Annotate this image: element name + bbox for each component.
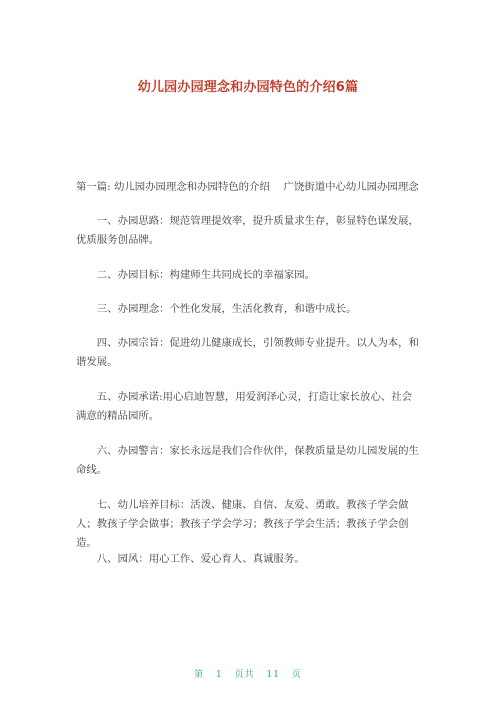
paragraph-8: 八、园风：用心工作、爱心育人、真诚服务。 (96, 553, 305, 565)
paragraph-5: 五、办园承诺:用心启迪智慧，用爱润泽心灵，打造让家长放心、社会满意的精品园所。 (76, 391, 413, 422)
paragraph-1: 一、办园思路：规范管理提效率，提升质量求生存，彰显特色谋发展，优质服务创品牌。 (76, 215, 419, 246)
page-footer (0, 667, 496, 680)
paragraph-heading: 第一篇: 幼儿园办园理念和办园特色的介绍 广饶街道中心幼儿园办园理念 (76, 181, 419, 193)
footer-label-end: 页 (291, 670, 302, 680)
footer-current-page: 1 (216, 670, 223, 680)
footer-label-page: 第 (194, 670, 205, 680)
paragraph-3: 三、办园理念：个性化发展，生活化教育，和谐中成长。 (96, 303, 357, 315)
paragraph-2: 二、办园目标：构建师生共同成长的幸福家园。 (96, 269, 315, 281)
footer-label-of: 页共 (234, 670, 255, 680)
paragraph-7: 七、幼儿培养目标：活泼、健康、自信、友爱、勇敢。教孩子学会做人；教孩子学会做事；教孩子学会学习；教孩子学会生活；教孩子学会创造。 (76, 499, 409, 549)
footer-total-pages: 11 (266, 670, 280, 680)
document-title: 幼儿园办园理念和办园特色的介绍6篇 (137, 80, 359, 95)
paragraph-4: 四、办园宗旨：促进幼儿健康成长，引领教师专业提升。以人为本，和谐发展。 (76, 337, 419, 368)
paragraph-6: 六、办园警言：家长永远是我们合作伙伴，保教质量是幼儿园发展的生命线。 (76, 445, 419, 476)
